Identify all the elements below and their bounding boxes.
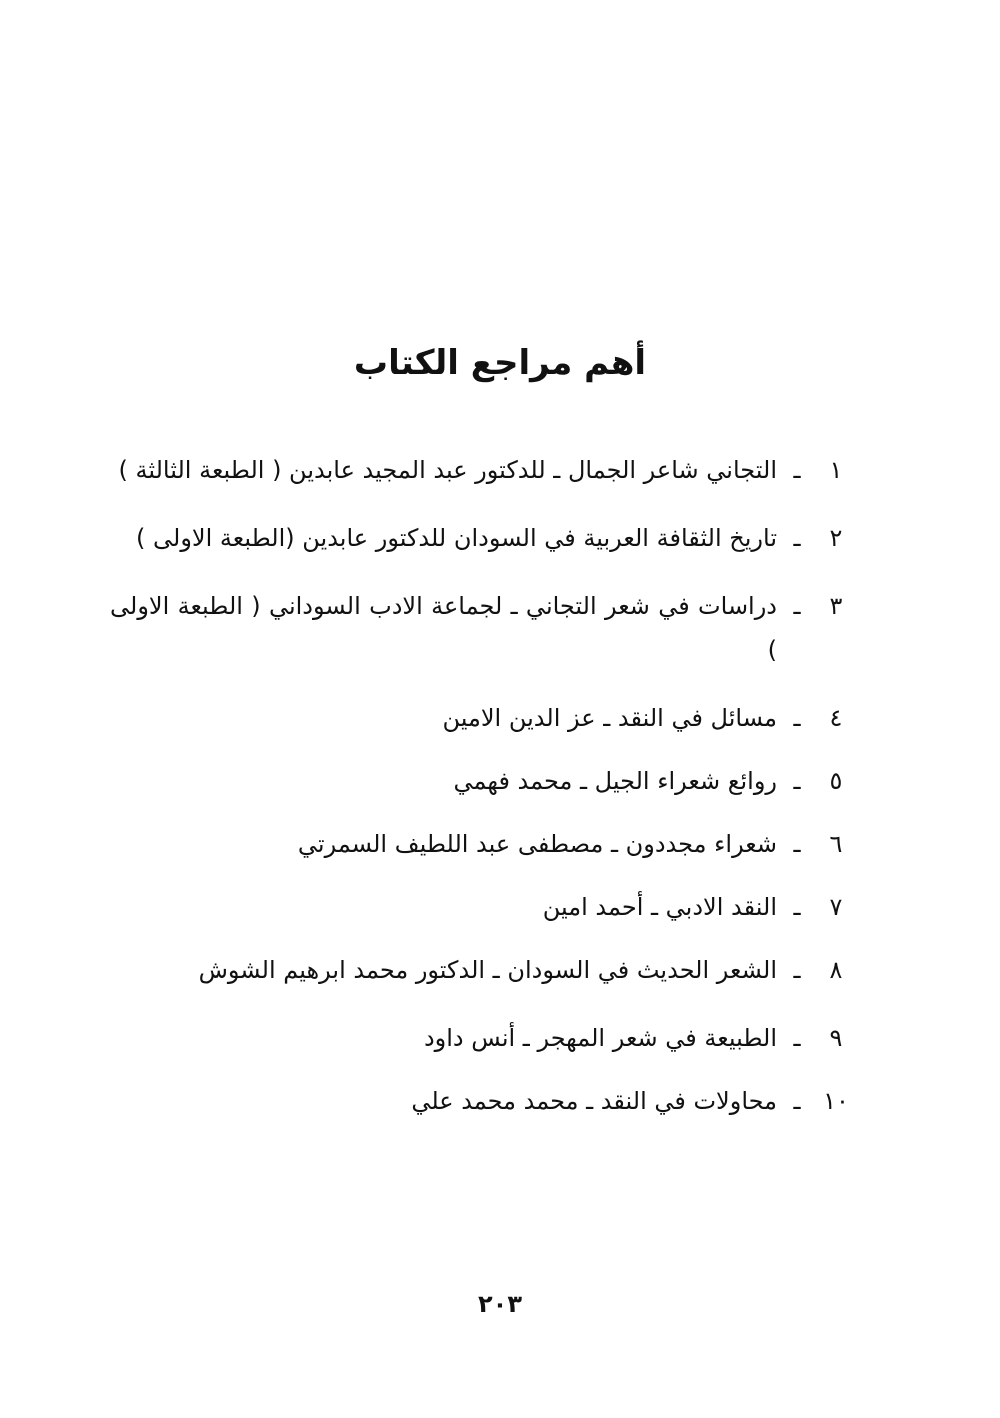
reference-text: روائع شعراء الجيل ـ محمد فهمي: [453, 767, 777, 795]
reference-number: ٩: [829, 1024, 843, 1052]
reference-text: دراسات في شعر التجاني ـ لجماعة الادب السوداني ( الطبعة الاولى ): [110, 592, 777, 664]
page-number: ٢٠٣: [478, 1290, 522, 1318]
reference-text: الطبيعة في شعر المهجر ـ أنس داود: [423, 1024, 777, 1052]
reference-number: ١٠: [823, 1087, 849, 1115]
reference-item-9: [110, 1016, 855, 1060]
reference-item-1: [110, 448, 855, 492]
reference-number: ٢: [829, 524, 843, 552]
reference-number: ٦: [829, 830, 843, 858]
reference-text: الشعر الحديث في السودان ـ الدكتور محمد ابرهيم الشوش: [198, 956, 777, 984]
reference-text: محاولات في النقد ـ محمد محمد علي: [411, 1087, 777, 1115]
reference-dash: ـ: [793, 956, 801, 984]
reference-item-3: [110, 584, 855, 672]
reference-number: ١: [829, 456, 843, 484]
reference-item-5: [110, 759, 855, 803]
reference-item-7: [110, 885, 855, 929]
reference-number: ٨: [829, 956, 843, 984]
reference-number: ٥: [829, 767, 843, 795]
reference-dash: ـ: [793, 592, 801, 620]
reference-item-4: [110, 696, 855, 740]
reference-item-8: [110, 948, 855, 992]
reference-dash: ـ: [793, 456, 801, 484]
reference-dash: ـ: [793, 767, 801, 795]
reference-text: النقد الادبي ـ أحمد امين: [542, 893, 777, 921]
references-list: [110, 448, 855, 1142]
reference-text: تاريخ الثقافة العربية في السودان للدكتور عابدين (الطبعة الاولى ): [136, 524, 777, 552]
reference-dash: ـ: [793, 704, 801, 732]
reference-text: مسائل في النقد ـ عز الدين الامين: [442, 704, 777, 732]
reference-dash: ـ: [793, 830, 801, 858]
reference-dash: ـ: [793, 1087, 801, 1115]
reference-dash: ـ: [793, 893, 801, 921]
reference-item-2: [110, 516, 855, 560]
reference-number: ٣: [829, 592, 843, 620]
reference-number: ٤: [829, 704, 843, 732]
reference-item-10: [110, 1079, 855, 1123]
reference-text: التجاني شاعر الجمال ـ للدكتور عبد المجيد عابدين ( الطبعة الثالثة ): [118, 456, 777, 484]
reference-dash: ـ: [793, 1024, 801, 1052]
reference-dash: ـ: [793, 524, 801, 552]
page-title: أهم مراجع الكتاب: [353, 343, 647, 383]
reference-number: ٧: [829, 893, 843, 921]
reference-item-6: [110, 822, 855, 866]
reference-text: شعراء مجددون ـ مصطفى عبد اللطيف السمرتي: [297, 830, 777, 858]
